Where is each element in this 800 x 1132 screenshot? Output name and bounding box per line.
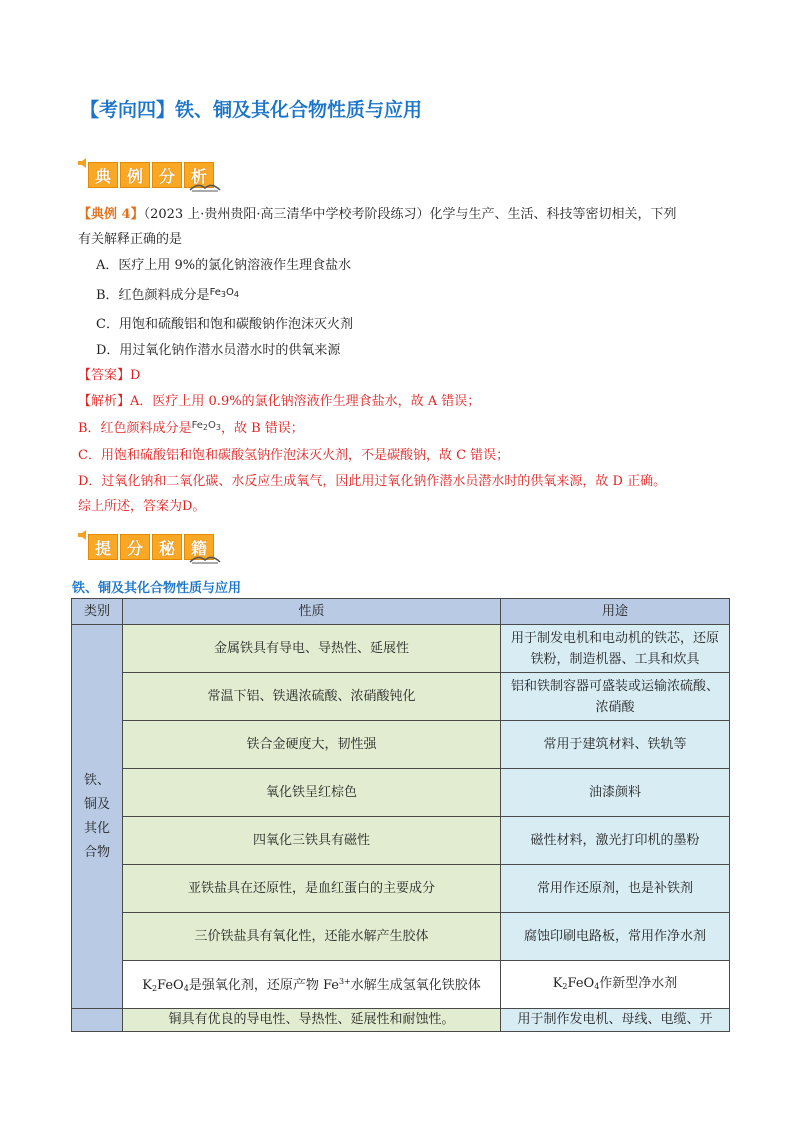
use-cell: 腐蚀印刷电路板，常用作净水剂: [501, 913, 730, 961]
table-row: [72, 769, 730, 817]
use-cell-k2feo4: $K_2FeO_4$作新型净水剂: [501, 961, 730, 1009]
property-cell: 四氧化三铁具有磁性: [123, 817, 501, 865]
use-cell: 用于制发电机和电动机的铁芯，还原铁粉，制造机器、工具和炊具: [501, 625, 730, 673]
answer-line: [78, 366, 140, 386]
table-row: [72, 913, 730, 961]
analysis-line-a: 【解析】A．医疗上用 0.9%的氯化钠溶液作生理食盐水，故 A 错误；: [78, 394, 481, 409]
analysis-line-c: C．用饱和硫酸铝和饱和碳酸氢钠作泡沫灭火剂，不是碳酸钠，故 C 错误；: [78, 448, 510, 463]
book-icon: [188, 178, 222, 192]
table-row: [72, 673, 730, 721]
property-cell: 常温下铝、铁遇浓硫酸、浓硝酸钝化: [123, 673, 501, 721]
table-row: [72, 721, 730, 769]
example-analysis-banner: [78, 156, 238, 190]
option-b: B．红色颜料成分是$^{Fe_3O_4}$: [96, 287, 239, 303]
property-cell: 亚铁盐具在还原性，是血红蛋白的主要成分: [123, 865, 501, 913]
table-row: [72, 625, 730, 673]
properties-table: [71, 598, 730, 1032]
option-c: C．用饱和硫酸铝和饱和碳酸钠作泡沫灭火剂: [96, 317, 353, 332]
example-line-2: 有关解释正确的是: [78, 232, 183, 247]
banner-char: 提: [88, 534, 118, 560]
answer-value: D: [130, 368, 141, 383]
table-row: [72, 1009, 730, 1032]
property-cell: 铜具有优良的导电性、导热性、延展性和耐蚀性。: [123, 1009, 501, 1032]
formula-fe2o3: Fe2O3: [191, 420, 221, 432]
banner-char: 秘: [152, 534, 182, 560]
example-tag: 【典例 4】: [78, 207, 144, 222]
category-cell-empty: [72, 1009, 123, 1032]
tips-banner: [78, 528, 238, 562]
property-cell: 铁合金硬度大，韧性强: [123, 721, 501, 769]
analysis-line-b: B．红色颜料成分是$^{Fe_2O_3}$，故 B 错误；: [78, 420, 304, 436]
answer-tag: 【答案】: [78, 368, 131, 383]
header-use: 用途: [501, 599, 730, 625]
use-cell: 用于制作发电机、母线、电缆、开: [501, 1009, 730, 1032]
property-cell: 金属铁具有导电、导热性、延展性: [123, 625, 501, 673]
analysis-line-d: D．过氧化钠和二氧化碳、水反应生成氧气，因此用过氧化钠作潜水员潜水时的供氧来源，故 D 正确。: [78, 474, 667, 489]
use-cell: 磁性材料，激光打印机的墨粉: [501, 817, 730, 865]
table-row: [72, 865, 730, 913]
banner-char: 分: [152, 162, 182, 188]
banner-char: 分: [120, 534, 150, 560]
use-cell: 常用作还原剂，也是补铁剂: [501, 865, 730, 913]
option-d: D．用过氧化钠作潜水员潜水时的供氧来源: [96, 343, 341, 358]
header-property: 性质: [123, 599, 501, 625]
book-icon: [188, 550, 222, 564]
section-title: 【考向四】铁、铜及其化合物性质与应用: [80, 99, 423, 121]
example-source: （2023 上·贵州贵阳·高三清华中学校考阶段练习）化学与生产、生活、科技等密切相关，下列: [143, 207, 677, 222]
table-row: [72, 961, 730, 1009]
option-a: A．医疗上用 9%的氯化钠溶液作生理食盐水: [96, 258, 352, 273]
category-cell: 铁、 铜及 其化 合物: [72, 625, 123, 1009]
property-cell-k2feo4: $K_2FeO_4$是强氧化剂，还原产物 $Fe^{3+}$水解生成氢氧化铁胶体: [123, 961, 501, 1009]
use-cell: 铝和铁制容器可盛装或运输浓硫酸、浓硝酸: [501, 673, 730, 721]
formula-fe3o4: Fe3O4: [209, 287, 239, 299]
use-cell: 常用于建筑材料、铁轨等: [501, 721, 730, 769]
analysis-tag: 【解析】: [78, 394, 131, 409]
use-cell: 油漆颜料: [501, 769, 730, 817]
header-category: 类别: [72, 599, 123, 625]
analysis-summary: 综上所述，答案为D。: [78, 499, 206, 514]
banner-char: 典: [88, 162, 118, 188]
table-header-row: [72, 599, 730, 625]
property-cell: 三价铁盐具有氧化性，还能水解产生胶体: [123, 913, 501, 961]
banner-char: 籍: [184, 534, 214, 560]
example-line-1: [78, 205, 677, 225]
banner-char: 例: [120, 162, 150, 188]
table-row: [72, 817, 730, 865]
table-title: 铁、铜及其化合物性质与应用: [72, 581, 242, 596]
banner-char: 析: [184, 162, 214, 188]
property-cell: 氧化铁呈红棕色: [123, 769, 501, 817]
